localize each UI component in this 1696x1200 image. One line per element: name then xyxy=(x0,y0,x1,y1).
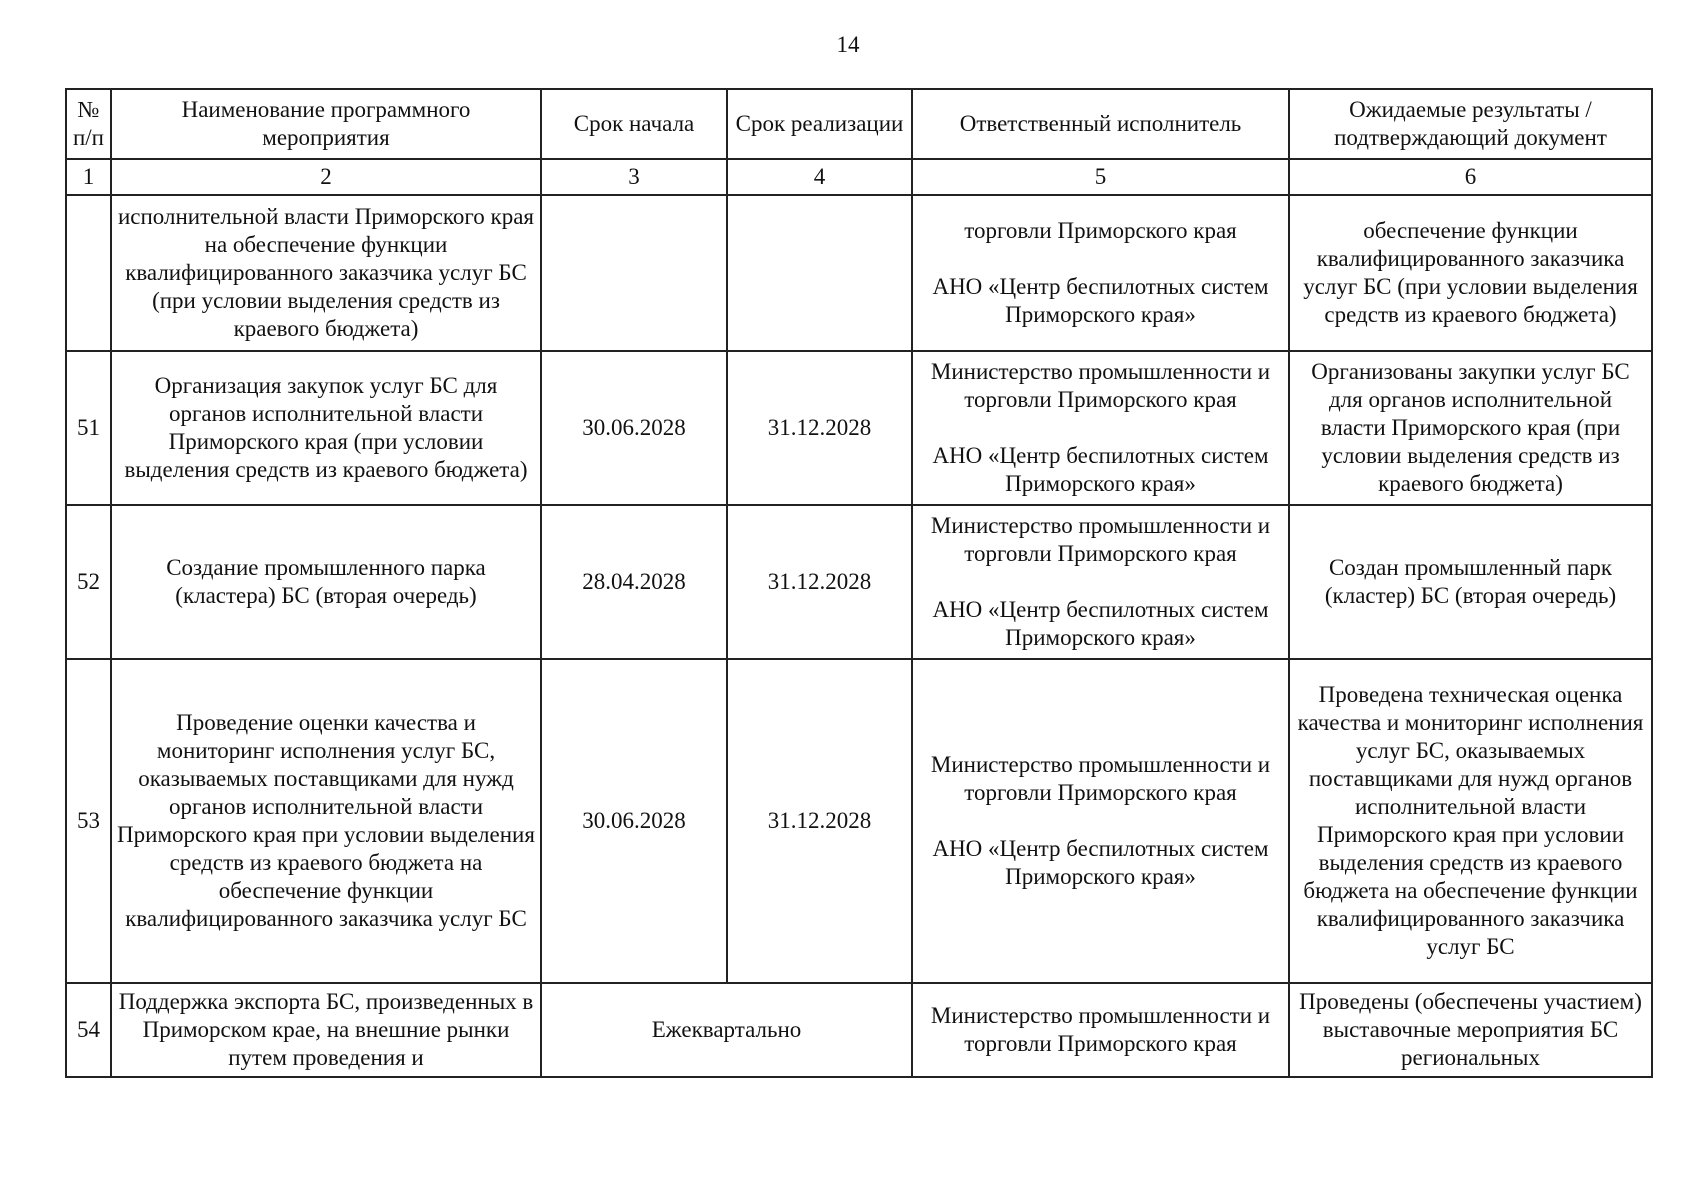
row-start: 28.04.2028 xyxy=(541,505,727,659)
row-name: Создание промышленного парка (кластера) БС (вторая очередь) xyxy=(111,505,541,659)
header-executor: Ответственный исполнитель xyxy=(912,89,1289,159)
executor-ano: АНО «Центр беспилотных систем Приморского края» xyxy=(932,597,1269,650)
table-row xyxy=(66,659,1652,983)
header-end: Срок реализации xyxy=(727,89,912,159)
row-result: обеспечение функции квалифицированного заказчика услуг БС (при условии выделения средств из краевого бюджета) xyxy=(1289,195,1652,351)
column-number: 1 xyxy=(66,159,111,195)
row-end: 31.12.2028 xyxy=(727,659,912,983)
executor-ministry: Министерство промышленности и торговли Приморского края xyxy=(930,359,1271,412)
row-num: 51 xyxy=(66,351,111,505)
table-row xyxy=(66,351,1652,505)
row-executor xyxy=(912,351,1289,505)
row-result: Проведена техническая оценка качества и мониторинг исполнения услуг БС, оказываемых поставщиками для нужд органов исполнительной власти Приморского края при условии выделения средств из краевого бюджета на обеспечение функции квалифицированного заказчика услуг БС xyxy=(1289,659,1652,983)
executor-ano: АНО «Центр беспилотных систем Приморского края» xyxy=(932,443,1269,496)
row-executor xyxy=(912,505,1289,659)
row-start xyxy=(541,195,727,351)
executor-ano: АНО «Центр беспилотных систем Приморского края» xyxy=(932,274,1269,327)
header-num: № п/п xyxy=(66,89,111,159)
row-num xyxy=(66,195,111,351)
row-result: Создан промышленный парк (кластер) БС (вторая очередь) xyxy=(1289,505,1652,659)
row-num: 54 xyxy=(66,983,111,1077)
row-executor xyxy=(912,195,1289,351)
header-result: Ожидаемые результаты / подтверждающий документ xyxy=(1289,89,1652,159)
executor-ministry: Министерство промышленности и торговли Приморского края xyxy=(930,752,1271,805)
row-executor xyxy=(912,983,1289,1077)
table-row xyxy=(66,195,1652,351)
column-number: 5 xyxy=(912,159,1289,195)
executor-ano: АНО «Центр беспилотных систем Приморского края» xyxy=(932,836,1269,889)
program-activities-table xyxy=(65,88,1653,1078)
row-start: 30.06.2028 xyxy=(541,351,727,505)
row-end: 31.12.2028 xyxy=(727,351,912,505)
row-period: Ежеквартально xyxy=(541,983,912,1077)
header-row xyxy=(66,89,1652,159)
row-name: Проведение оценки качества и мониторинг исполнения услуг БС, оказываемых поставщиками для нужд органов исполнительной власти Приморского края при условии выделения средств из краевого бюджета на обеспечение функции квалифицированного заказчика услуг БС xyxy=(111,659,541,983)
column-number: 3 xyxy=(541,159,727,195)
row-num: 53 xyxy=(66,659,111,983)
row-num: 52 xyxy=(66,505,111,659)
executor-ministry: Министерство промышленности и торговли Приморского края xyxy=(930,1003,1271,1056)
row-result: Организованы закупки услуг БС для органов исполнительной власти Приморского края (при условии выделения средств из краевого бюджета) xyxy=(1289,351,1652,505)
column-number: 2 xyxy=(111,159,541,195)
row-name: Организация закупок услуг БС для органов исполнительной власти Приморского края (при условии выделения средств из краевого бюджета) xyxy=(111,351,541,505)
column-number: 4 xyxy=(727,159,912,195)
page-number: 14 xyxy=(836,32,860,57)
header-start: Срок начала xyxy=(541,89,727,159)
row-name: Поддержка экспорта БС, произведенных в Приморском крае, на внешние рынки путем проведения и xyxy=(111,983,541,1077)
row-end xyxy=(727,195,912,351)
row-executor xyxy=(912,659,1289,983)
header-name: Наименование программного мероприятия xyxy=(111,89,541,159)
row-result: Проведены (обеспечены участием) выставочные мероприятия БС региональных xyxy=(1289,983,1652,1077)
executor-ministry: Министерство промышленности и торговли Приморского края xyxy=(930,513,1271,566)
executor-ministry: торговли Приморского края xyxy=(964,218,1237,243)
row-start: 30.06.2028 xyxy=(541,659,727,983)
table-row xyxy=(66,983,1652,1077)
row-name: исполнительной власти Приморского края на обеспечение функции квалифицированного заказчика услуг БС (при условии выделения средств из краевого бюджета) xyxy=(111,195,541,351)
row-end: 31.12.2028 xyxy=(727,505,912,659)
column-number: 6 xyxy=(1289,159,1652,195)
column-number-row xyxy=(66,159,1652,195)
table-row xyxy=(66,505,1652,659)
